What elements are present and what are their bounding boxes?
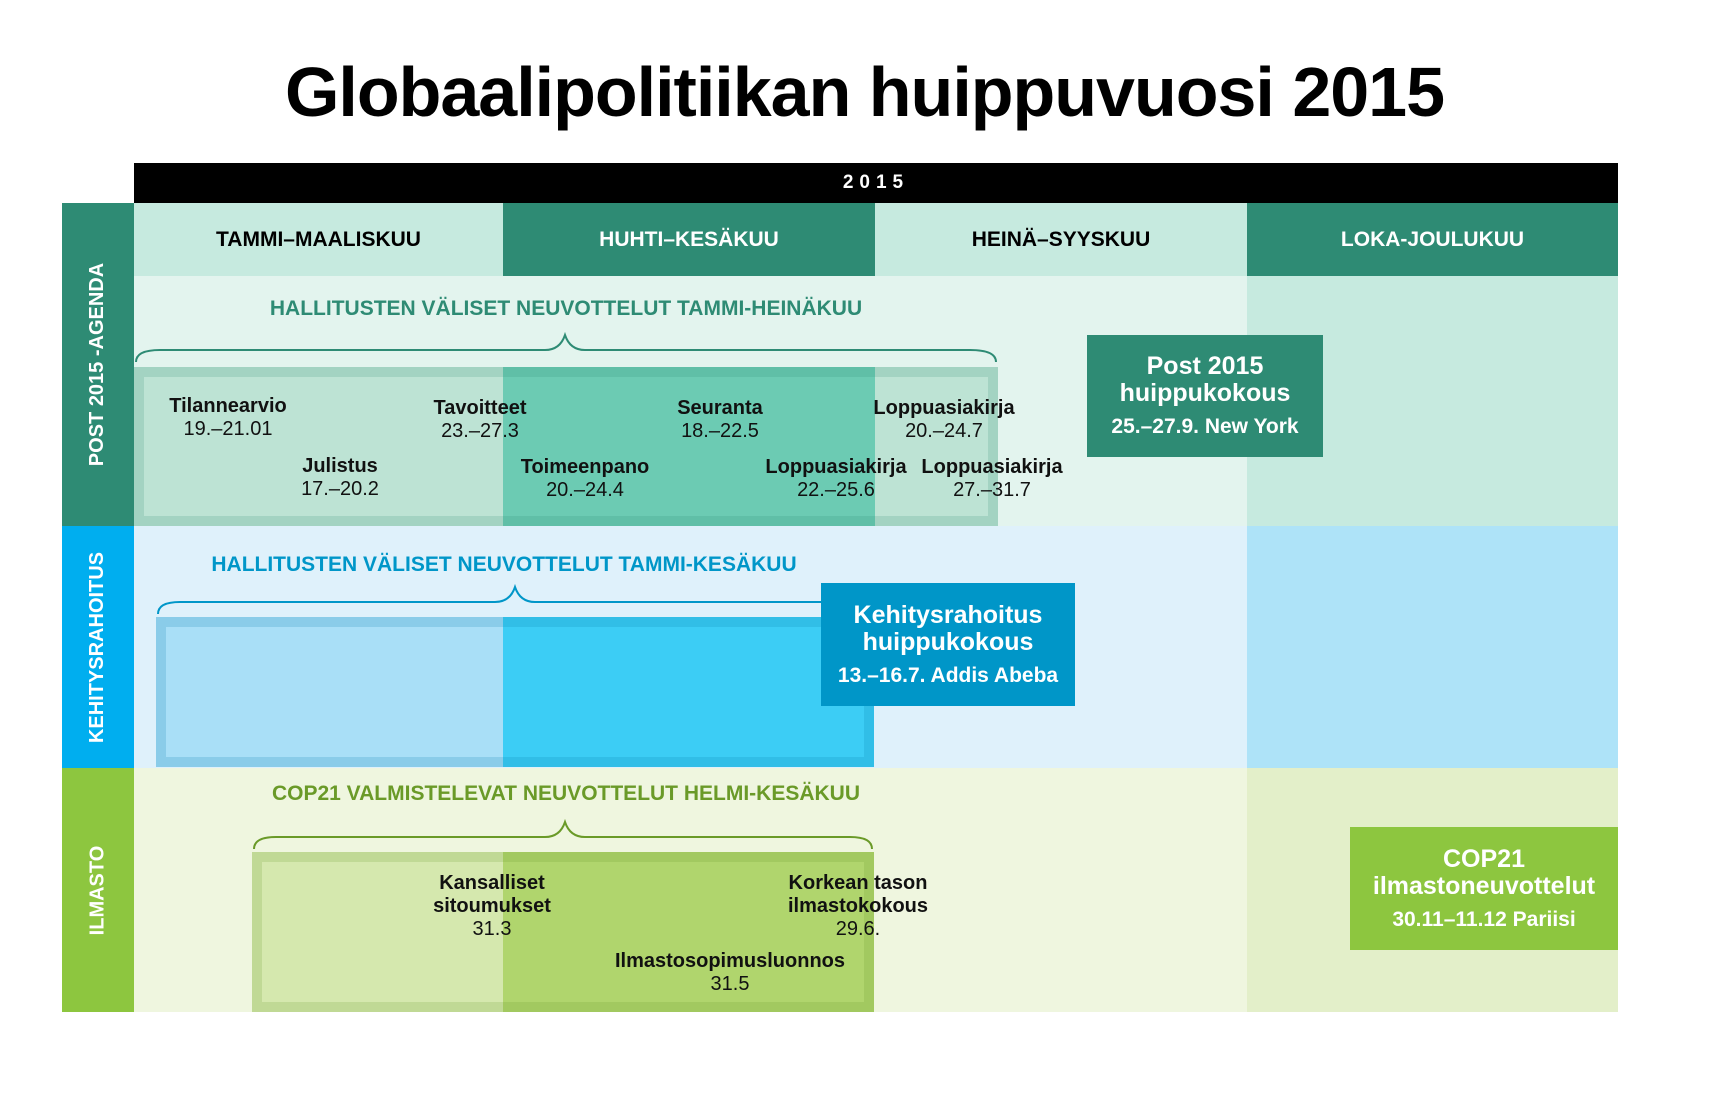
row-label-finance: KEHITYSRAHOITUS [62,526,134,768]
climate-brace [254,822,872,849]
finance-brace [158,587,872,614]
event-julistus: Julistus 17.–20.2 [301,455,379,500]
year-bar: 2015 [134,163,1618,203]
event-tavoitteet: Tavoitteet 23.–27.3 [433,397,527,442]
climate-summit-box: COP21 ilmastoneuvottelut 30.11–11.12 Pariisi [1350,827,1618,950]
post2015-header: HALLITUSTEN VÄLISET NEUVOTTELUT TAMMI-HEINÄKUU [269,297,863,320]
month-q3: HEINÄ–SYYSKUU [875,203,1247,276]
event-korkean-tason-ilmastokokous: Korkean tason ilmastokokous 29.6. [787,872,929,940]
post2015-summit-box: Post 2015 huippukokous 25.–27.9. New York [1087,335,1323,457]
event-seuranta: Seuranta 18.–22.5 [677,397,763,442]
month-q4: LOKA-JOULUKUU [1247,203,1618,276]
finance-summit-box: Kehitysrahoitus huippukokous 13.–16.7. Addis Abeba [821,583,1075,706]
event-loppuasiakirja-2: Loppuasiakirja 20.–24.7 [873,397,1015,442]
row-label-post2015: POST 2015 -AGENDA [62,203,134,526]
finance-header: HALLITUSTEN VÄLISET NEUVOTTELUT TAMMI-KESÄKUU [211,553,797,576]
event-ilmastosopimusluonnos: Ilmastosopimusluonnos 31.5 [614,950,846,995]
row-label-climate: ILMASTO [62,768,134,1012]
event-kansalliset-sitoumukset: Kansalliset sitoumukset 31.3 [433,872,551,940]
page-title: Globaalipolitiikan huippuvuosi 2015 [284,53,1445,131]
post2015-brace [136,335,996,362]
event-toimeenpano: Toimeenpano 20.–24.4 [520,456,650,501]
climate-header: COP21 VALMISTELEVAT NEUVOTTELUT HELMI-KESÄKUU [271,782,861,805]
month-q2: HUHTI–KESÄKUU [503,203,875,276]
event-tilannearvio: Tilannearvio 19.–21.01 [169,395,287,440]
month-q1: TAMMI–MAALISKUU [134,203,503,276]
event-loppuasiakirja-1: Loppuasiakirja 22.–25.6 [765,456,907,501]
event-loppuasiakirja-3: Loppuasiakirja 27.–31.7 [921,456,1063,501]
